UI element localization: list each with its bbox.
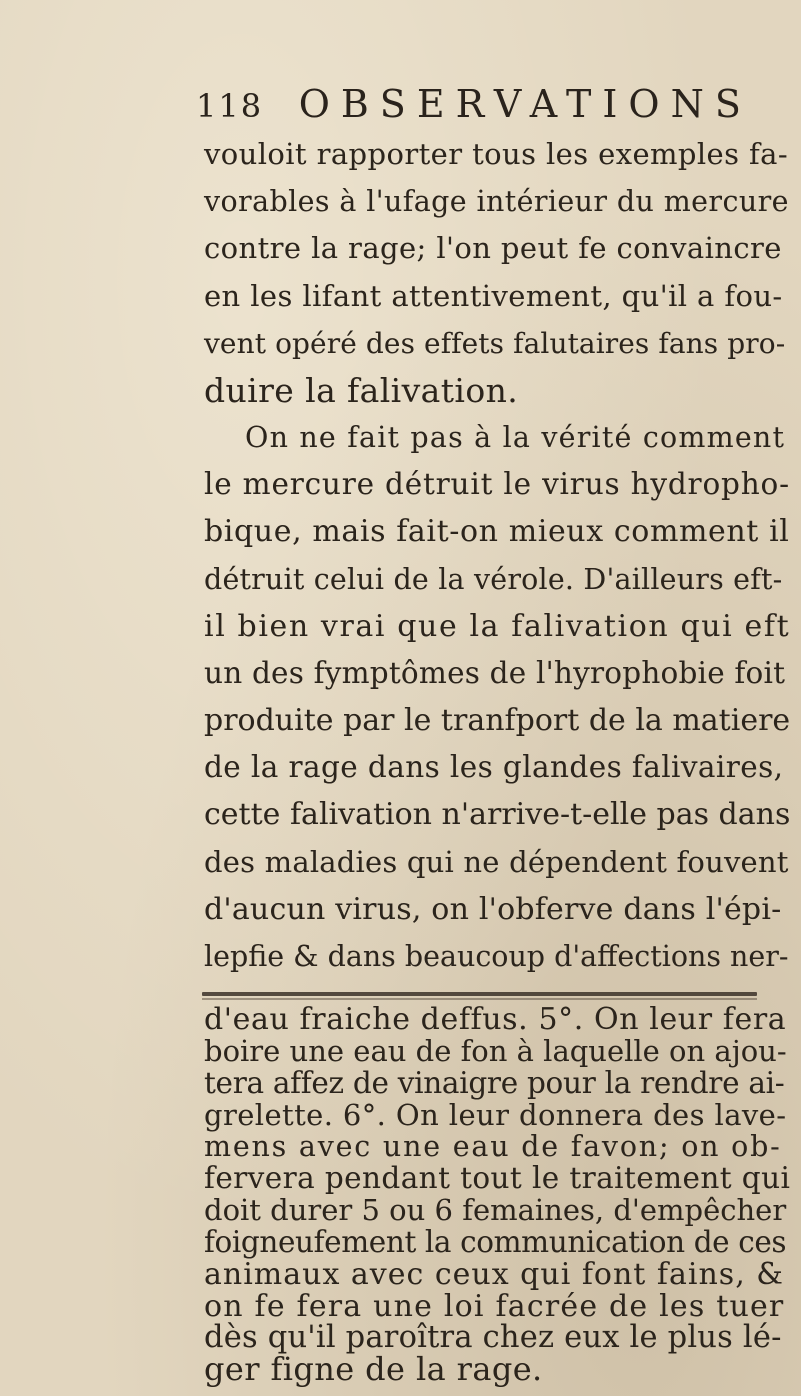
text-line: détruit celui de la vérole. D'ailleurs eft- <box>204 563 783 596</box>
text-line: dès qu'il paroîtra chez eux le plus lé- <box>204 1320 782 1355</box>
text-line: vorables à l'ufage intérieur du mercure <box>204 185 789 218</box>
text-line: On ne fait pas à la vérité comment <box>245 421 786 454</box>
section-divider-shadow <box>202 998 757 1000</box>
text-line: un des fymptômes de l'hyrophobie foit <box>204 656 786 690</box>
text-line: animaux avec ceux qui font fains, & <box>204 1257 784 1292</box>
text-line: duire la falivation. <box>204 371 519 410</box>
text-line: vent opéré des effets falutaires fans pro- <box>204 327 786 360</box>
text-line: cette falivation n'arrive-t-elle pas dans <box>204 797 791 832</box>
text-line: mens avec une eau de favon; on ob- <box>204 1130 782 1163</box>
text-line: lepfie & dans beaucoup d'affections ner- <box>204 940 789 973</box>
text-line: ger figne de la rage. <box>204 1350 543 1388</box>
running-header <box>196 82 752 126</box>
text-line: produite par le tranfport de la matiere <box>204 703 791 738</box>
text-line: boire une eau de fon à laquelle on ajou- <box>204 1034 787 1068</box>
text-line: foigneufement la communication de ces <box>204 1225 787 1259</box>
text-line: d'aucun virus, on l'obferve dans l'épi- <box>204 892 782 927</box>
text-line: de la rage dans les glandes falivaires, <box>204 750 784 784</box>
text-line: vouloit rapporter tous les exemples fa- <box>204 137 789 171</box>
text-line: fervera pendant tout le traitement qui <box>204 1161 791 1195</box>
text-line: tera affez de vinaigre pour la rendre ai- <box>204 1066 785 1100</box>
text-line: on fe fera une loi facrée de les tuer <box>204 1289 785 1324</box>
text-line: contre la rage; l'on peut fe convaincre <box>204 231 782 265</box>
text-line: grelette. 6°. On leur donnera des lave- <box>204 1098 787 1132</box>
text-line: il bien vrai que la falivation qui eft <box>204 609 791 644</box>
text-line: en les lifant attentivement, qu'il a fou- <box>204 279 783 313</box>
page-number: 118 <box>196 87 264 125</box>
running-title: OBSERVATIONS <box>298 82 752 126</box>
text-line: le mercure détruit le virus hydropho- <box>204 467 790 501</box>
text-line: des maladies qui ne dépendent fouvent <box>204 845 789 879</box>
text-line: doit durer 5 ou 6 femaines, d'empêcher <box>204 1193 787 1227</box>
text-line: d'eau fraiche deffus. 5°. On leur fera <box>204 1002 787 1037</box>
text-line: bique, mais fait-on mieux comment il <box>204 514 790 549</box>
section-divider <box>202 992 757 996</box>
